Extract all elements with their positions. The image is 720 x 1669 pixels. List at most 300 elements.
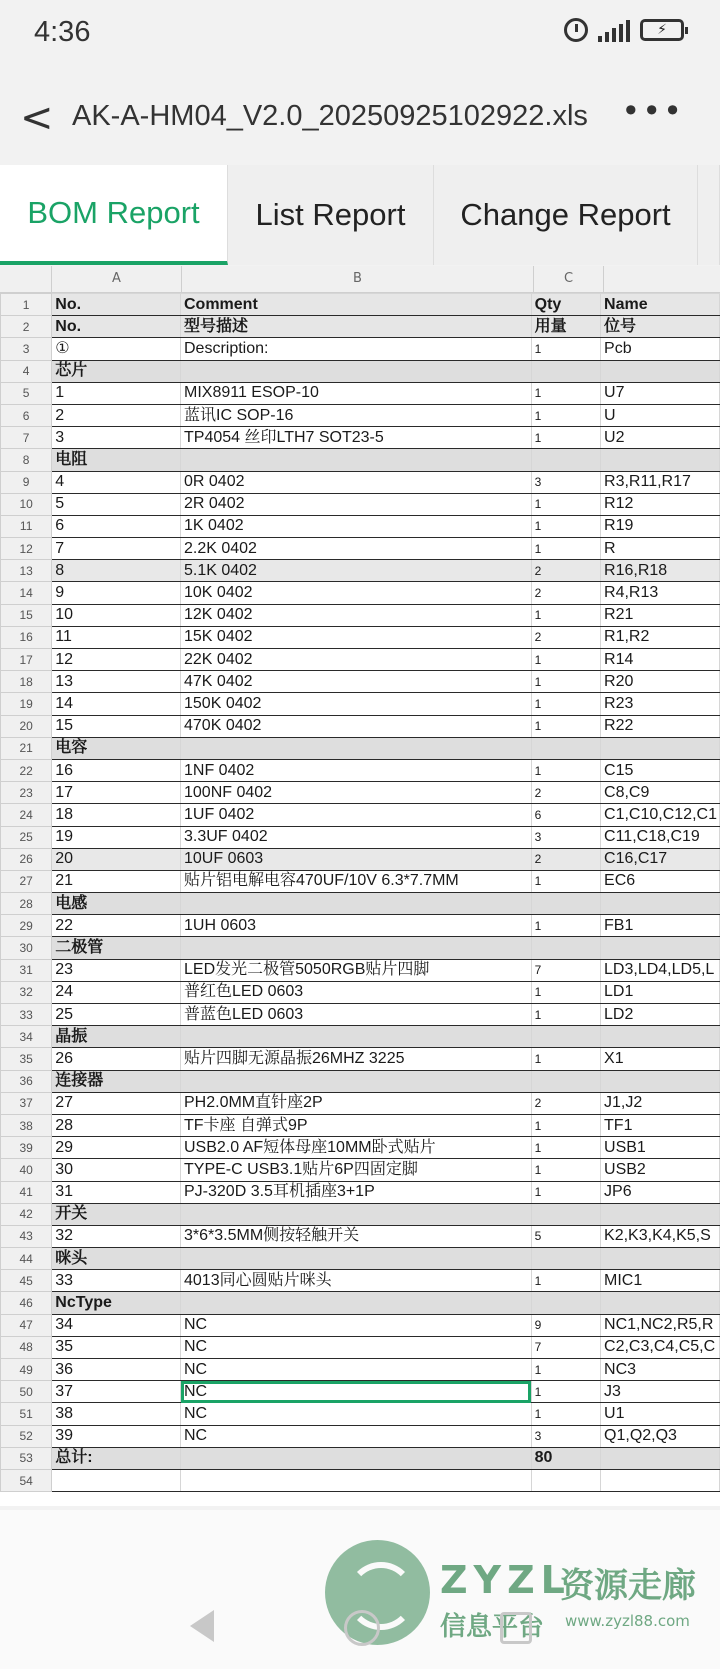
cell-name[interactable] bbox=[601, 1447, 720, 1469]
row-number[interactable]: 11 bbox=[1, 515, 52, 537]
table-row bbox=[1, 649, 720, 671]
cell-name[interactable] bbox=[601, 1248, 720, 1270]
column-header-c[interactable]: C bbox=[534, 266, 604, 292]
table-row bbox=[1, 870, 720, 892]
cell-name[interactable]: C2,C3,C4,C5,C bbox=[601, 1336, 720, 1358]
cell-no[interactable]: 二极管 bbox=[52, 937, 181, 959]
tab-change-report[interactable]: Change Report bbox=[434, 165, 698, 265]
cell-comment[interactable]: TP4054 丝印LTH7 SOT23-5 bbox=[181, 427, 532, 449]
cell-name[interactable] bbox=[601, 1292, 720, 1314]
cell-no[interactable]: 9 bbox=[52, 582, 181, 604]
cell-comment[interactable] bbox=[181, 1447, 532, 1469]
cell-name[interactable]: U7 bbox=[601, 382, 720, 404]
row-number[interactable]: 24 bbox=[1, 804, 52, 826]
cell-comment[interactable]: TYPE-C USB3.1贴片6P四固定脚 bbox=[181, 1159, 532, 1181]
cell-no[interactable]: 芯片 bbox=[52, 360, 181, 382]
cell-qty[interactable]: 1 bbox=[531, 1048, 600, 1070]
row-number[interactable]: 50 bbox=[1, 1381, 52, 1403]
cell-name[interactable] bbox=[601, 1026, 720, 1048]
spreadsheet[interactable] bbox=[0, 266, 720, 1506]
cell-no[interactable]: 咪头 bbox=[52, 1248, 181, 1270]
table-row bbox=[1, 449, 720, 471]
cell-qty[interactable]: 2 bbox=[531, 560, 600, 582]
cell-no[interactable]: 6 bbox=[52, 515, 181, 537]
row-number[interactable]: 40 bbox=[1, 1159, 52, 1181]
row-number[interactable]: 27 bbox=[1, 870, 52, 892]
cell-qty[interactable]: 1 bbox=[531, 915, 600, 937]
cell-comment[interactable] bbox=[181, 1070, 532, 1092]
cell-no[interactable]: 晶振 bbox=[52, 1026, 181, 1048]
cell-name[interactable]: Name bbox=[601, 294, 720, 316]
cell-name[interactable]: USB2 bbox=[601, 1159, 720, 1181]
cell-no[interactable]: 35 bbox=[52, 1336, 181, 1358]
cell-comment[interactable]: NC bbox=[181, 1336, 532, 1358]
corner-cell[interactable] bbox=[0, 266, 52, 292]
cell-no[interactable]: 19 bbox=[52, 826, 181, 848]
cell-no[interactable]: 17 bbox=[52, 782, 181, 804]
row-number[interactable]: 53 bbox=[1, 1447, 52, 1469]
cell-name[interactable]: C1,C10,C12,C1 bbox=[601, 804, 720, 826]
cell-name[interactable]: R1,R2 bbox=[601, 626, 720, 648]
cell-comment[interactable]: 2.2K 0402 bbox=[181, 538, 532, 560]
table-row bbox=[1, 1137, 720, 1159]
cell-name[interactable] bbox=[601, 737, 720, 759]
cell-qty[interactable] bbox=[531, 449, 600, 471]
back-button[interactable]: < bbox=[20, 95, 54, 141]
cell-comment[interactable]: NC bbox=[181, 1381, 532, 1403]
cell-comment[interactable]: 3*6*3.5MM侧按轻触开关 bbox=[181, 1225, 532, 1247]
row-number[interactable]: 18 bbox=[1, 671, 52, 693]
cell-name[interactable]: NC1,NC2,R5,R bbox=[601, 1314, 720, 1336]
cell-no[interactable]: No. bbox=[52, 294, 181, 316]
row-number[interactable]: 44 bbox=[1, 1248, 52, 1270]
cell-no[interactable]: 15 bbox=[52, 715, 181, 737]
cell-no[interactable]: 5 bbox=[52, 493, 181, 515]
cell-qty[interactable]: 1 bbox=[531, 759, 600, 781]
cell-name[interactable]: U bbox=[601, 404, 720, 426]
cell-qty[interactable]: 1 bbox=[531, 493, 600, 515]
cell-name[interactable]: Pcb bbox=[601, 338, 720, 360]
row-number[interactable]: 26 bbox=[1, 848, 52, 870]
row-number[interactable]: 12 bbox=[1, 538, 52, 560]
cell-name[interactable] bbox=[601, 893, 720, 915]
cell-name[interactable] bbox=[601, 449, 720, 471]
bottom-area bbox=[0, 1510, 720, 1669]
cell-no[interactable]: 38 bbox=[52, 1403, 181, 1425]
row-number[interactable]: 35 bbox=[1, 1048, 52, 1070]
cell-qty[interactable] bbox=[531, 1292, 600, 1314]
cell-qty[interactable]: 1 bbox=[531, 1359, 600, 1381]
cell-qty[interactable] bbox=[531, 1248, 600, 1270]
cell-name[interactable]: R3,R11,R17 bbox=[601, 471, 720, 493]
cell-name[interactable] bbox=[601, 360, 720, 382]
cell-comment[interactable]: 10UF 0603 bbox=[181, 848, 532, 870]
row-number[interactable]: 41 bbox=[1, 1181, 52, 1203]
cell-comment[interactable]: 3.3UF 0402 bbox=[181, 826, 532, 848]
row-number[interactable]: 19 bbox=[1, 693, 52, 715]
cell-no[interactable]: 31 bbox=[52, 1181, 181, 1203]
cell-name[interactable]: EC6 bbox=[601, 870, 720, 892]
cell-comment[interactable]: Description: bbox=[181, 338, 532, 360]
cell-comment[interactable] bbox=[181, 893, 532, 915]
cell-comment[interactable]: 1NF 0402 bbox=[181, 759, 532, 781]
cell-no[interactable]: 32 bbox=[52, 1225, 181, 1247]
column-header-d[interactable] bbox=[604, 266, 720, 292]
table-row bbox=[1, 937, 720, 959]
cell-no[interactable] bbox=[52, 1469, 181, 1491]
cell-name[interactable] bbox=[601, 1469, 720, 1491]
row-number[interactable]: 48 bbox=[1, 1336, 52, 1358]
cell-name[interactable]: C16,C17 bbox=[601, 848, 720, 870]
cell-comment[interactable] bbox=[181, 1469, 532, 1491]
cell-comment[interactable]: 普蓝色LED 0603 bbox=[181, 1004, 532, 1026]
row-number[interactable]: 21 bbox=[1, 737, 52, 759]
row-number[interactable]: 52 bbox=[1, 1425, 52, 1447]
cell-name[interactable] bbox=[601, 1203, 720, 1225]
cell-qty[interactable]: 1 bbox=[531, 671, 600, 693]
cell-qty[interactable]: 2 bbox=[531, 848, 600, 870]
cell-name[interactable]: C11,C18,C19 bbox=[601, 826, 720, 848]
cell-qty[interactable]: 1 bbox=[531, 715, 600, 737]
cell-comment[interactable] bbox=[181, 737, 532, 759]
cell-comment[interactable]: 470K 0402 bbox=[181, 715, 532, 737]
cell-no[interactable]: 16 bbox=[52, 759, 181, 781]
report-tabs bbox=[0, 165, 720, 265]
cell-comment[interactable] bbox=[181, 1026, 532, 1048]
row-number[interactable]: 43 bbox=[1, 1225, 52, 1247]
cell-no[interactable]: 20 bbox=[52, 848, 181, 870]
cell-qty[interactable]: 1 bbox=[531, 1381, 600, 1403]
cell-qty[interactable]: 1 bbox=[531, 404, 600, 426]
cell-qty[interactable]: 1 bbox=[531, 1137, 600, 1159]
cell-no[interactable]: 18 bbox=[52, 804, 181, 826]
cell-name[interactable]: TF1 bbox=[601, 1114, 720, 1136]
cell-no[interactable]: 29 bbox=[52, 1137, 181, 1159]
cell-name[interactable] bbox=[601, 1070, 720, 1092]
cell-qty[interactable]: 1 bbox=[531, 382, 600, 404]
cell-qty[interactable]: 6 bbox=[531, 804, 600, 826]
cell-name[interactable]: 位号 bbox=[601, 316, 720, 338]
cell-comment[interactable]: USB2.0 AF短体母座10MM卧式贴片 bbox=[181, 1137, 532, 1159]
cell-comment[interactable]: PH2.0MM直针座2P bbox=[181, 1092, 532, 1114]
row-number[interactable]: 38 bbox=[1, 1114, 52, 1136]
cell-comment[interactable]: 蓝讯IC SOP-16 bbox=[181, 404, 532, 426]
row-number[interactable]: 34 bbox=[1, 1026, 52, 1048]
cell-name[interactable]: R19 bbox=[601, 515, 720, 537]
table-row bbox=[1, 804, 720, 826]
cell-no[interactable]: 13 bbox=[52, 671, 181, 693]
cell-comment[interactable] bbox=[181, 1292, 532, 1314]
cell-name[interactable]: FB1 bbox=[601, 915, 720, 937]
row-number[interactable]: 3 bbox=[1, 338, 52, 360]
cell-qty[interactable] bbox=[531, 893, 600, 915]
cell-name[interactable]: LD1 bbox=[601, 981, 720, 1003]
cell-qty[interactable] bbox=[531, 1469, 600, 1491]
table-row bbox=[1, 1092, 720, 1114]
row-number[interactable]: 22 bbox=[1, 759, 52, 781]
table-row bbox=[1, 338, 720, 360]
cell-comment[interactable]: TF卡座 自弹式9P bbox=[181, 1114, 532, 1136]
cell-comment[interactable]: 贴片铝电解电容470UF/10V 6.3*7.7MM bbox=[181, 870, 532, 892]
cell-comment[interactable]: 1UH 0603 bbox=[181, 915, 532, 937]
table-row bbox=[1, 515, 720, 537]
table-row bbox=[1, 382, 720, 404]
cell-name[interactable]: K2,K3,K4,K5,S bbox=[601, 1225, 720, 1247]
row-number[interactable]: 46 bbox=[1, 1292, 52, 1314]
cell-no[interactable]: 12 bbox=[52, 649, 181, 671]
cell-name[interactable]: R23 bbox=[601, 693, 720, 715]
cell-name[interactable]: LD3,LD4,LD5,L bbox=[601, 959, 720, 981]
cell-name[interactable]: R14 bbox=[601, 649, 720, 671]
cell-comment[interactable]: 1UF 0402 bbox=[181, 804, 532, 826]
cell-comment[interactable]: 10K 0402 bbox=[181, 582, 532, 604]
cell-qty[interactable]: 2 bbox=[531, 582, 600, 604]
cell-comment[interactable]: 0R 0402 bbox=[181, 471, 532, 493]
cell-no[interactable]: 24 bbox=[52, 981, 181, 1003]
cell-no[interactable]: 36 bbox=[52, 1359, 181, 1381]
row-number[interactable]: 54 bbox=[1, 1469, 52, 1491]
row-number[interactable]: 15 bbox=[1, 604, 52, 626]
row-number[interactable]: 6 bbox=[1, 404, 52, 426]
cell-qty[interactable]: 2 bbox=[531, 626, 600, 648]
row-number[interactable]: 33 bbox=[1, 1004, 52, 1026]
cell-qty[interactable]: 1 bbox=[531, 981, 600, 1003]
cell-comment[interactable]: 47K 0402 bbox=[181, 671, 532, 693]
cell-name[interactable]: C15 bbox=[601, 759, 720, 781]
cell-qty[interactable]: 7 bbox=[531, 959, 600, 981]
nav-back-icon[interactable] bbox=[190, 1610, 214, 1642]
row-number[interactable]: 5 bbox=[1, 382, 52, 404]
row-number[interactable]: 31 bbox=[1, 959, 52, 981]
cell-name[interactable]: J1,J2 bbox=[601, 1092, 720, 1114]
cell-qty[interactable] bbox=[531, 1070, 600, 1092]
cell-qty[interactable]: 1 bbox=[531, 1004, 600, 1026]
sheet-grid[interactable] bbox=[0, 293, 720, 1492]
cell-name[interactable] bbox=[601, 937, 720, 959]
row-number[interactable]: 49 bbox=[1, 1359, 52, 1381]
cell-qty[interactable]: 2 bbox=[531, 1092, 600, 1114]
cell-no[interactable]: 23 bbox=[52, 959, 181, 981]
cell-qty[interactable] bbox=[531, 937, 600, 959]
column-header-a[interactable]: A bbox=[52, 266, 182, 292]
nav-recents-icon[interactable] bbox=[500, 1612, 532, 1644]
cell-qty[interactable]: 1 bbox=[531, 1159, 600, 1181]
cell-name[interactable]: R4,R13 bbox=[601, 582, 720, 604]
cell-name[interactable]: U1 bbox=[601, 1403, 720, 1425]
cell-qty[interactable]: 9 bbox=[531, 1314, 600, 1336]
cell-comment[interactable]: 2R 0402 bbox=[181, 493, 532, 515]
cell-no[interactable]: 25 bbox=[52, 1004, 181, 1026]
cell-name[interactable]: R20 bbox=[601, 671, 720, 693]
cell-no[interactable]: 1 bbox=[52, 382, 181, 404]
cell-comment[interactable]: LED发光二极管5050RGB贴片四脚 bbox=[181, 959, 532, 981]
cell-name[interactable]: R22 bbox=[601, 715, 720, 737]
cell-no[interactable]: 27 bbox=[52, 1092, 181, 1114]
cell-comment[interactable]: NC bbox=[181, 1403, 532, 1425]
row-number[interactable]: 30 bbox=[1, 937, 52, 959]
cell-no[interactable]: 总计: bbox=[52, 1447, 181, 1469]
cell-comment[interactable]: 22K 0402 bbox=[181, 649, 532, 671]
cell-name[interactable]: C8,C9 bbox=[601, 782, 720, 804]
cell-comment[interactable]: NC bbox=[181, 1425, 532, 1447]
cell-qty[interactable] bbox=[531, 1203, 600, 1225]
row-number[interactable]: 10 bbox=[1, 493, 52, 515]
status-bar bbox=[0, 0, 720, 70]
cell-comment[interactable]: 贴片四脚无源晶振26MHZ 3225 bbox=[181, 1048, 532, 1070]
row-number[interactable]: 36 bbox=[1, 1070, 52, 1092]
cell-comment[interactable]: 5.1K 0402 bbox=[181, 560, 532, 582]
cell-name[interactable]: J3 bbox=[601, 1381, 720, 1403]
cell-qty[interactable]: 1 bbox=[531, 870, 600, 892]
row-number[interactable]: 25 bbox=[1, 826, 52, 848]
cell-no[interactable]: 4 bbox=[52, 471, 181, 493]
row-number[interactable]: 39 bbox=[1, 1137, 52, 1159]
cell-qty[interactable]: 3 bbox=[531, 471, 600, 493]
cell-comment[interactable] bbox=[181, 1203, 532, 1225]
row-number[interactable]: 14 bbox=[1, 582, 52, 604]
cell-qty[interactable]: 用量 bbox=[531, 316, 600, 338]
cell-comment[interactable]: PJ-320D 3.5耳机插座3+1P bbox=[181, 1181, 532, 1203]
cell-qty[interactable] bbox=[531, 737, 600, 759]
cell-no[interactable]: 30 bbox=[52, 1159, 181, 1181]
cell-comment[interactable]: Comment bbox=[181, 294, 532, 316]
row-number[interactable]: 23 bbox=[1, 782, 52, 804]
cell-comment[interactable] bbox=[181, 360, 532, 382]
cell-no[interactable]: 33 bbox=[52, 1270, 181, 1292]
cell-comment[interactable] bbox=[181, 937, 532, 959]
cell-qty[interactable]: 1 bbox=[531, 1403, 600, 1425]
cell-name[interactable]: Q1,Q2,Q3 bbox=[601, 1425, 720, 1447]
row-number[interactable]: 16 bbox=[1, 626, 52, 648]
cell-no[interactable]: 电阻 bbox=[52, 449, 181, 471]
cell-qty[interactable]: 3 bbox=[531, 826, 600, 848]
cell-no[interactable]: ① bbox=[52, 338, 181, 360]
row-number[interactable]: 51 bbox=[1, 1403, 52, 1425]
cell-name[interactable]: NC3 bbox=[601, 1359, 720, 1381]
tab-bom-report[interactable]: BOM Report bbox=[0, 165, 228, 265]
cell-qty[interactable]: 7 bbox=[531, 1336, 600, 1358]
row-number[interactable]: 20 bbox=[1, 715, 52, 737]
cell-comment[interactable]: 100NF 0402 bbox=[181, 782, 532, 804]
cell-comment[interactable]: 150K 0402 bbox=[181, 693, 532, 715]
cell-no[interactable]: 21 bbox=[52, 870, 181, 892]
cell-qty[interactable]: 1 bbox=[531, 649, 600, 671]
row-number[interactable]: 17 bbox=[1, 649, 52, 671]
row-number[interactable]: 32 bbox=[1, 981, 52, 1003]
cell-qty[interactable]: 1 bbox=[531, 515, 600, 537]
cell-name[interactable]: LD2 bbox=[601, 1004, 720, 1026]
cell-comment[interactable]: 1K 0402 bbox=[181, 515, 532, 537]
cell-no[interactable]: 34 bbox=[52, 1314, 181, 1336]
cell-comment[interactable]: NC bbox=[181, 1314, 532, 1336]
row-number[interactable]: 28 bbox=[1, 893, 52, 915]
cell-qty[interactable]: 5 bbox=[531, 1225, 600, 1247]
cell-qty[interactable]: 2 bbox=[531, 782, 600, 804]
cell-no[interactable]: 开关 bbox=[52, 1203, 181, 1225]
cell-comment[interactable]: 型号描述 bbox=[181, 316, 532, 338]
cell-no[interactable]: NcType bbox=[52, 1292, 181, 1314]
cell-no[interactable]: 37 bbox=[52, 1381, 181, 1403]
cell-no[interactable]: No. bbox=[52, 316, 181, 338]
cell-name[interactable]: R12 bbox=[601, 493, 720, 515]
cell-no[interactable]: 28 bbox=[52, 1114, 181, 1136]
cell-comment[interactable]: 15K 0402 bbox=[181, 626, 532, 648]
row-number[interactable]: 47 bbox=[1, 1314, 52, 1336]
row-number[interactable]: 8 bbox=[1, 449, 52, 471]
cell-name[interactable]: JP6 bbox=[601, 1181, 720, 1203]
row-number[interactable]: 2 bbox=[1, 316, 52, 338]
cell-qty[interactable]: 80 bbox=[531, 1447, 600, 1469]
tab-list-report[interactable]: List Report bbox=[228, 165, 434, 265]
cell-qty[interactable]: 1 bbox=[531, 538, 600, 560]
more-menu-button[interactable]: ••• bbox=[621, 92, 684, 130]
cell-name[interactable]: R21 bbox=[601, 604, 720, 626]
cell-no[interactable]: 14 bbox=[52, 693, 181, 715]
cell-qty[interactable]: 1 bbox=[531, 338, 600, 360]
row-number[interactable]: 42 bbox=[1, 1203, 52, 1225]
cell-no[interactable]: 2 bbox=[52, 404, 181, 426]
cell-no[interactable]: 39 bbox=[52, 1425, 181, 1447]
cell-no[interactable]: 电容 bbox=[52, 737, 181, 759]
row-number[interactable]: 7 bbox=[1, 427, 52, 449]
cell-qty[interactable]: 1 bbox=[531, 1181, 600, 1203]
row-number[interactable]: 4 bbox=[1, 360, 52, 382]
cell-no[interactable]: 连接器 bbox=[52, 1070, 181, 1092]
row-number[interactable]: 45 bbox=[1, 1270, 52, 1292]
row-number[interactable]: 13 bbox=[1, 560, 52, 582]
nav-home-icon[interactable] bbox=[344, 1610, 380, 1646]
cell-qty[interactable]: Qty bbox=[531, 294, 600, 316]
column-header-b[interactable]: B bbox=[182, 266, 534, 292]
cell-name[interactable]: R16,R18 bbox=[601, 560, 720, 582]
cell-qty[interactable]: 3 bbox=[531, 1425, 600, 1447]
row-number[interactable]: 37 bbox=[1, 1092, 52, 1114]
row-number[interactable]: 1 bbox=[1, 294, 52, 316]
cell-no[interactable]: 26 bbox=[52, 1048, 181, 1070]
file-title: AK-A-HM04_V2.0_20250925102922.xls bbox=[72, 100, 588, 132]
cell-no[interactable]: 8 bbox=[52, 560, 181, 582]
cell-no[interactable]: 3 bbox=[52, 427, 181, 449]
cell-qty[interactable]: 1 bbox=[531, 1270, 600, 1292]
cell-comment[interactable] bbox=[181, 449, 532, 471]
cell-name[interactable]: X1 bbox=[601, 1048, 720, 1070]
row-number[interactable]: 9 bbox=[1, 471, 52, 493]
cell-comment[interactable]: NC bbox=[181, 1359, 532, 1381]
cell-qty[interactable]: 1 bbox=[531, 427, 600, 449]
cell-no[interactable]: 7 bbox=[52, 538, 181, 560]
cell-qty[interactable] bbox=[531, 360, 600, 382]
cell-qty[interactable]: 1 bbox=[531, 1114, 600, 1136]
cell-qty[interactable]: 1 bbox=[531, 693, 600, 715]
cell-name[interactable]: R bbox=[601, 538, 720, 560]
cell-name[interactable]: U2 bbox=[601, 427, 720, 449]
cell-comment[interactable]: 普红色LED 0603 bbox=[181, 981, 532, 1003]
cell-comment[interactable]: 4013同心圆贴片咪头 bbox=[181, 1270, 532, 1292]
cell-name[interactable]: USB1 bbox=[601, 1137, 720, 1159]
cell-qty[interactable] bbox=[531, 1026, 600, 1048]
cell-name[interactable]: MIC1 bbox=[601, 1270, 720, 1292]
cell-comment[interactable]: 12K 0402 bbox=[181, 604, 532, 626]
cell-qty[interactable]: 1 bbox=[531, 604, 600, 626]
cell-comment[interactable] bbox=[181, 1248, 532, 1270]
cell-no[interactable]: 电感 bbox=[52, 893, 181, 915]
row-number[interactable]: 29 bbox=[1, 915, 52, 937]
cell-comment[interactable]: MIX8911 ESOP-10 bbox=[181, 382, 532, 404]
table-row bbox=[1, 759, 720, 781]
cell-no[interactable]: 10 bbox=[52, 604, 181, 626]
cell-no[interactable]: 11 bbox=[52, 626, 181, 648]
cell-no[interactable]: 22 bbox=[52, 915, 181, 937]
